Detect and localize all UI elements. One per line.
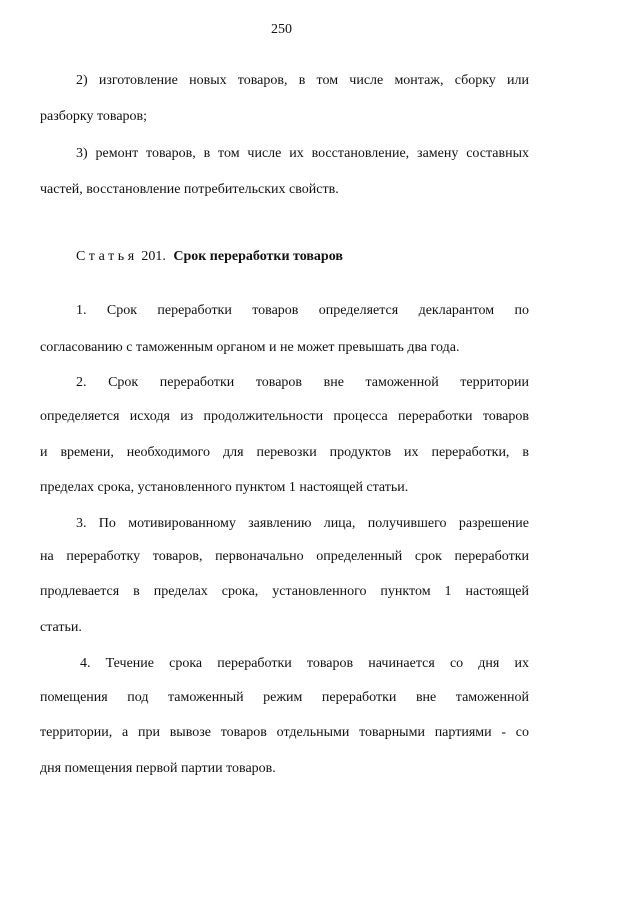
paragraph-4-line-2: помещения под таможенный режим переработки вне таможенной — [40, 690, 529, 705]
article-title: Срок переработки товаров — [173, 249, 343, 264]
paragraph-2-line-1: 2. Срок переработки товаров вне таможенной территории — [76, 375, 529, 390]
page-number: 250 — [271, 22, 292, 37]
paragraph-3-line-3: продлевается в пределах срока, установленного пунктом 1 настоящей — [40, 584, 529, 599]
paragraph-2-line-4: пределах срока, установленного пунктом 1 настоящей статьи. — [40, 480, 409, 495]
paragraph-4-line-1: 4. Течение срока переработки товаров начинается со дня их — [80, 656, 529, 671]
paragraph-4-line-4: дня помещения первой партии товаров. — [40, 761, 276, 776]
article-label: Статья — [76, 249, 138, 264]
list-item-2-line-2: разборку товаров; — [40, 109, 148, 124]
list-item-3-line-2: частей, восстановление потребительских свойств. — [40, 182, 339, 197]
paragraph-3-line-4: статьи. — [40, 620, 82, 635]
paragraph-1-line-1: 1. Срок переработки товаров определяется декларантом по — [76, 303, 529, 318]
paragraph-2-line-3: и времени, необходимого для перевозки продуктов их переработки, в — [40, 445, 529, 460]
list-item-3-line-1: 3) ремонт товаров, в том числе их восстановление, замену составных — [76, 146, 529, 161]
paragraph-1-line-2: согласованию с таможенным органом и не может превышать два года. — [40, 340, 460, 355]
paragraph-4-line-3: территории, а при вывозе товаров отдельными товарными партиями - со — [40, 725, 529, 740]
paragraph-3-line-1: 3. По мотивированному заявлению лица, получившего разрешение — [76, 516, 529, 531]
list-item-2-line-1: 2) изготовление новых товаров, в том числе монтаж, сборку или — [76, 73, 529, 88]
article-number: 201. — [141, 249, 166, 264]
article-heading — [76, 248, 343, 266]
paragraph-3-line-2: на переработку товаров, первоначально определенный срок переработки — [40, 549, 529, 564]
paragraph-2-line-2: определяется исходя из продолжительности процесса переработки товаров — [40, 409, 529, 424]
